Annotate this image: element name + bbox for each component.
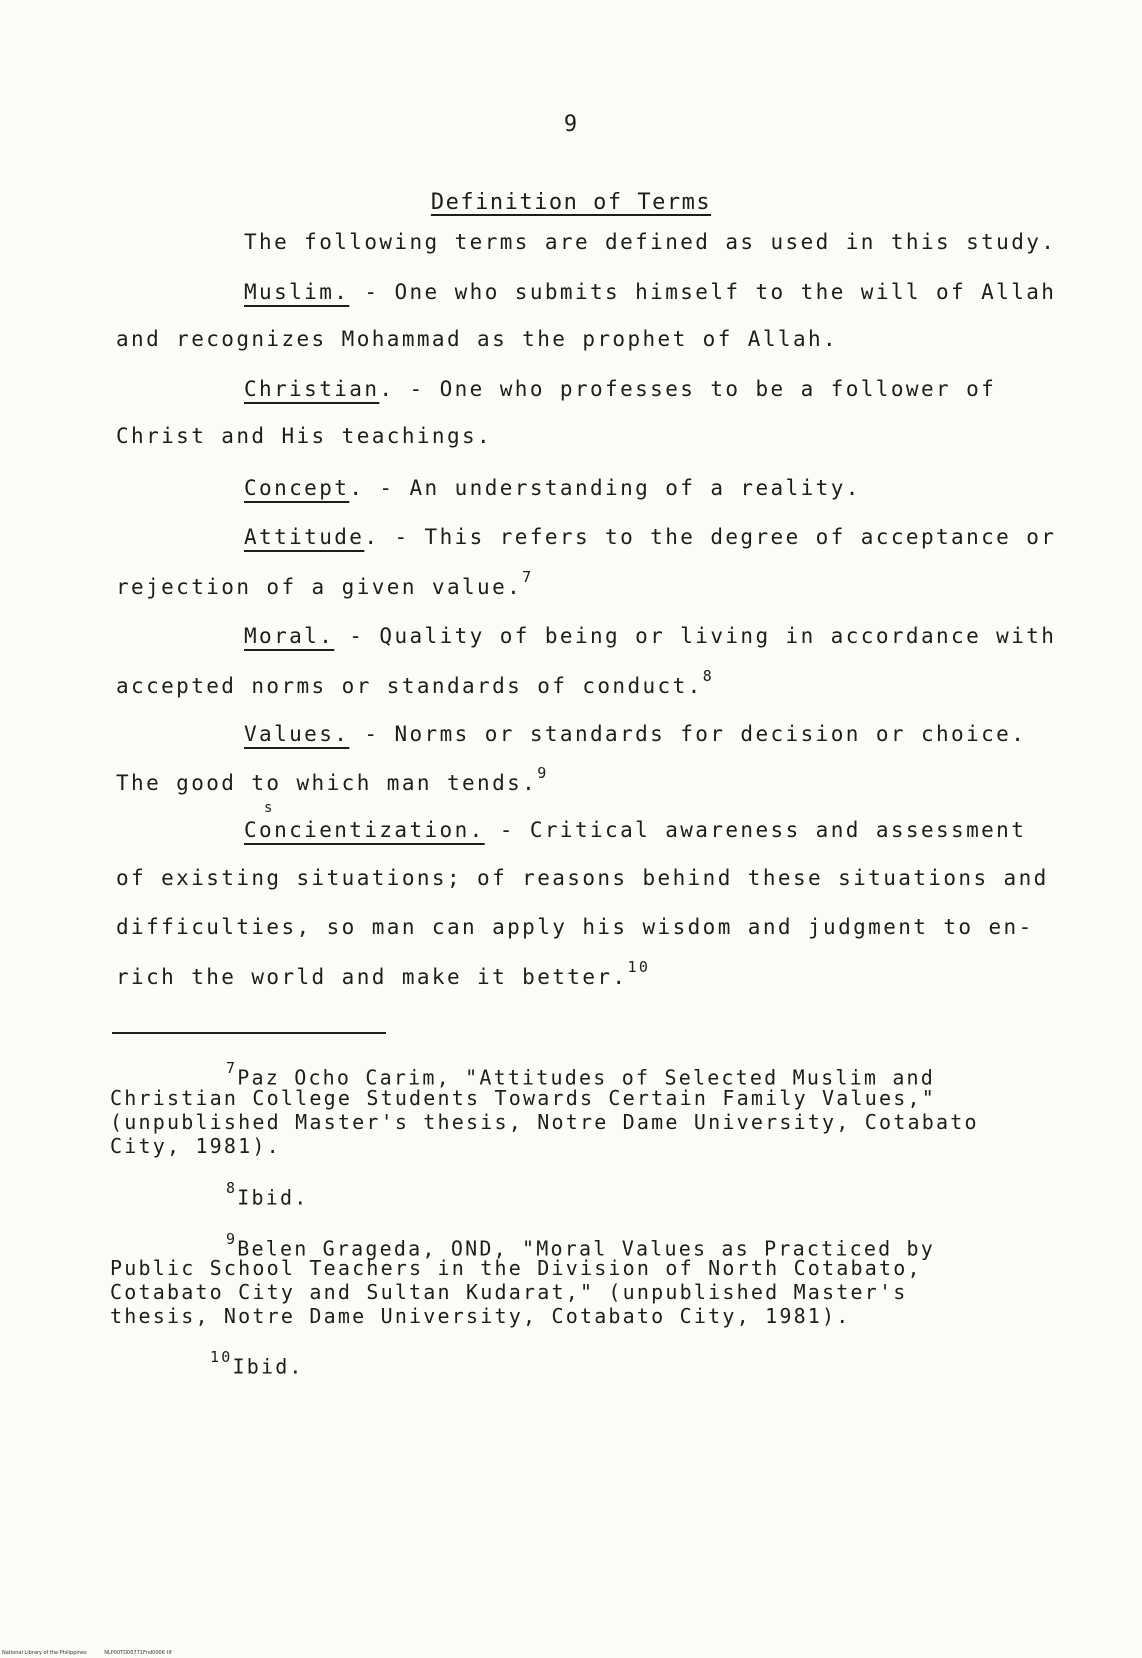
- term-label: Christian: [244, 377, 380, 401]
- footnote-10: $^{10}$Ibid.: [210, 1348, 304, 1379]
- term-label: Concientization.: [244, 818, 485, 842]
- term-muslim-cont: and recognizes Mohammad as the prophet of Allah.: [116, 327, 839, 351]
- term-concientization-cont: rich the world and make it better.$^{10}$: [116, 958, 651, 989]
- term-label: Muslim.: [244, 280, 350, 304]
- handwritten-correction: s: [264, 800, 275, 816]
- term-muslim: Muslim. - One who submits himself to the will of Allah: [244, 280, 1057, 304]
- footnote-ref: 8: [702, 667, 715, 685]
- term-concientization-cont: difficulties, so man can apply his wisdom and judgment to en-: [116, 915, 1034, 939]
- term-concientization-cont: of existing situations; of reasons behind these situations and: [116, 866, 1049, 890]
- term-attitude-cont: rejection of a given value.$^7$: [116, 568, 534, 599]
- term-label: Moral.: [244, 624, 335, 648]
- term-values: Values. - Norms or standards for decision or choice.: [244, 722, 1027, 746]
- footnote-9: $^9$Belen Grageda, OND, "Moral Values as Practiced by: [226, 1230, 936, 1261]
- footnote-7-line: (unpublished Master's thesis, Notre Dame University, Cotabato: [110, 1110, 979, 1134]
- footer-library: National Library of the Philippines: [2, 1650, 87, 1656]
- term-label: Values.: [244, 722, 350, 746]
- footnote-7-line: Christian College Students Towards Certain Family Values,": [110, 1086, 936, 1110]
- term-values-cont: The good to which man tends.$^9$: [116, 764, 549, 795]
- footnote-9-line: thesis, Notre Dame University, Cotabato City, 1981).: [110, 1304, 851, 1328]
- footnote-ref: 7: [522, 568, 534, 586]
- footnote-divider: [112, 1032, 386, 1034]
- term-christian: Christian. - One who professes to be a follower of: [244, 377, 997, 401]
- term-label: Concept: [244, 476, 350, 500]
- term-concept: Concept. - An understanding of a reality.: [244, 476, 861, 500]
- term-attitude: Attitude. - This refers to the degree of acceptance or: [244, 525, 1057, 549]
- scan-footer: [2, 1650, 188, 1656]
- intro-paragraph: The following terms are defined as used in this study.: [244, 230, 1057, 254]
- page-number: 9: [563, 112, 579, 137]
- term-christian-cont: Christ and His teachings.: [116, 424, 493, 448]
- footer-file-id: NLP00TD00771Fnd0006 tif: [104, 1650, 172, 1656]
- footnote-ref: 9: [537, 764, 549, 782]
- footnote-7: $^7$Paz Ocho Carim, "Attitudes of Selected Muslim and: [226, 1059, 936, 1090]
- term-concientization: Concientization. - Critical awareness and assessment: [244, 818, 1027, 842]
- term-label: Attitude: [244, 525, 365, 549]
- footnote-9-line: Public School Teachers in the Division of North Cotabato,: [110, 1256, 922, 1280]
- footnote-7-line: City, 1981).: [110, 1134, 281, 1158]
- footnote-9-line: Cotabato City and Sultan Kudarat," (unpublished Master's: [110, 1280, 908, 1304]
- term-moral: Moral. - Quality of being or living in accordance with: [244, 624, 1057, 648]
- footnote-8: $^8$Ibid.: [226, 1179, 309, 1210]
- term-moral-cont: accepted norms or standards of conduct.$^8$: [116, 667, 715, 698]
- footnote-ref: 10: [627, 958, 651, 976]
- section-title: Definition of Terms: [430, 190, 712, 215]
